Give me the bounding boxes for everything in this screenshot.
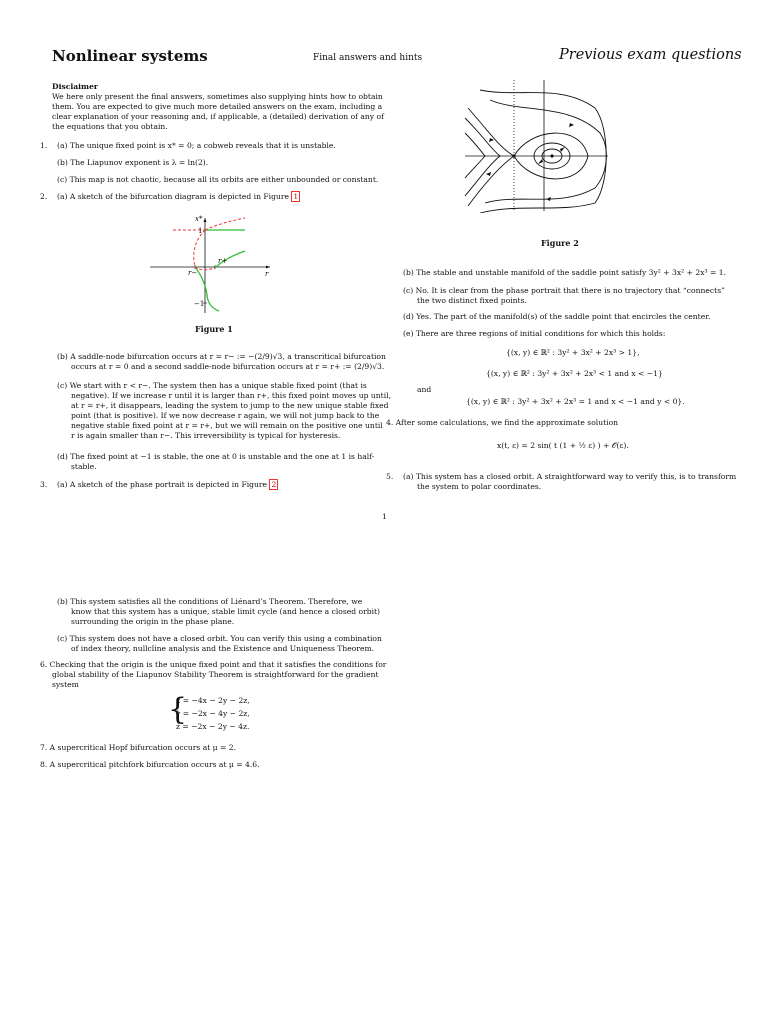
- flow-arrow: [569, 123, 574, 127]
- y-axis-arrow: [204, 218, 207, 222]
- trajectory-middle: [485, 100, 606, 203]
- answer-2c-cont: negative stable fixed point at r = r+, but we will remain on the positive one until: [71, 421, 383, 430]
- answer-5a-cont: the system to polar coordinates.: [417, 482, 542, 491]
- flow-arrow: [489, 138, 494, 142]
- answer-1b: (b) The Liapunov exponent is λ = ln(2).: [57, 158, 209, 167]
- and-text: and: [417, 385, 432, 394]
- label-minus-one: −1: [194, 300, 205, 308]
- answer-8: 8. A supercritical pitchfork bifurcation occurs at μ = 4.6.: [40, 760, 260, 769]
- saddle-point: [512, 154, 515, 157]
- approximate-solution: x(t, ε) = 2 sin( t (1 + ½ ε) ) + 𝒪(ε).: [497, 441, 629, 450]
- region-set-3: {(x, y) ∈ ℝ² : 3y² + 3x² + 2x³ = 1 and x < −1 and y < 0}.: [466, 397, 685, 406]
- answer-3e: (e) There are three regions of initial conditions for which this holds:: [403, 329, 666, 338]
- question-number: 1.: [40, 141, 48, 150]
- phase-portrait: [460, 78, 610, 213]
- label-r-minus: r−: [188, 269, 198, 277]
- answer-5c-cont: of index theory, nullcline analysis and the Existence and Uniqueness Theorem.: [71, 644, 375, 653]
- answer-2b-cont: occurs at r = 0 and a second saddle-node bifurcation occurs at r = r+ := (2/9)√3.: [71, 362, 385, 371]
- answer-4: 4. After some calculations, we find the approximate solution: [386, 418, 619, 427]
- answer-2d: (d) The fixed point at −1 is stable, the one at 0 is unstable and the one at 1 is half-: [57, 452, 375, 461]
- answer-3a: [57, 480, 278, 490]
- disclaimer-line: We here only present the final answers, sometimes also supplying hints how to obtain: [52, 92, 383, 101]
- answer-6: 6. Checking that the origin is the unique fixed point and that it satisfies the conditions for: [40, 660, 387, 669]
- disclaimer-line: them. You are expected to give much more detailed answers on the exam, including a: [52, 102, 383, 111]
- answer-2b: (b) A saddle-node bifurcation occurs at r = r− := −(2/9)√3, a transcritical bifurcation: [57, 352, 386, 361]
- gradient-system-eq-1: ẋ = −4x − 2y − 2z,: [176, 696, 250, 705]
- trajectory-left-a: [465, 118, 500, 196]
- label-r: r: [265, 270, 269, 278]
- answer-2d-cont: stable.: [71, 462, 97, 471]
- answer-5b-cont: know that this system has a unique, stable limit cycle (and hence a closed orbit): [71, 607, 381, 616]
- answer-3d: (d) Yes. The part of the manifold(s) of the saddle point that encircles the center.: [403, 312, 711, 321]
- answer-5b: (b) This system satisfies all the conditions of Liénard’s Theorem. Therefore, we: [57, 597, 363, 606]
- disclaimer-title: Disclaimer: [52, 82, 98, 91]
- answer-2c-cont: negative). If we increase r until it is larger than r+, this fixed point moves up until,: [71, 391, 392, 400]
- flow-arrow: [486, 172, 491, 176]
- page-number: 1: [382, 512, 387, 521]
- trajectory-outer: [480, 90, 606, 213]
- trajectory-left-b: [465, 133, 485, 178]
- answer-6-cont: global stability of the Liapunov Stability Theorem is straightforward for the gradient: [52, 670, 379, 679]
- trajectory-left-upper: [468, 108, 514, 156]
- bifurcation-diagram: [145, 210, 275, 315]
- disclaimer-line: the equations that you obtain.: [52, 122, 168, 131]
- answer-3c-cont: the two distinct fixed points.: [417, 296, 527, 305]
- answer-5c: (c) This system does not have a closed orbit. You can verify this using a combination: [57, 634, 382, 643]
- answer-2c-cont: at r = r+, it disappears, leading the system to jump to the new unique stable fixed: [71, 401, 389, 410]
- label-x-star: x*: [195, 215, 203, 223]
- flow-arrow: [546, 197, 551, 201]
- figure-1-caption: Figure 1: [195, 324, 233, 334]
- document-series-title: Previous exam questions: [559, 47, 742, 63]
- flow-arrow: [560, 147, 565, 152]
- x-axis-arrow: [266, 266, 270, 269]
- answer-7: 7. A supercritical Hopf bifurcation occurs at μ = 2.: [40, 743, 237, 752]
- label-r-plus: r+: [218, 257, 228, 265]
- figure-1-link[interactable]: 1: [293, 192, 299, 201]
- answer-3a-text: (a) A sketch of the phase portrait is depicted in Figure: [57, 480, 268, 489]
- document-title: Nonlinear systems: [52, 47, 208, 65]
- answer-1c: (c) This map is not chaotic, because all its orbits are either unbounded or constant.: [57, 175, 379, 184]
- label-one: 1: [198, 227, 203, 235]
- answer-2c-cont: point (that is positive). If we now decrease r again, we will not jump back to the: [71, 411, 380, 420]
- question-number: 2.: [40, 192, 48, 201]
- figure-2-link[interactable]: 2: [271, 480, 277, 489]
- disclaimer-line: clear explanation of your reasoning and, if applicable, a (detailed) derivation of any of: [52, 112, 384, 121]
- answer-3c: (c) No. It is clear from the phase portrait that there is no trajectory that “connects”: [403, 286, 725, 295]
- answer-5b-cont: surrounding the origin in the phase plane.: [71, 617, 235, 626]
- answer-6-cont: system: [52, 680, 79, 689]
- question-number: 3.: [40, 480, 48, 489]
- trajectory-left-lower: [468, 156, 514, 206]
- center-point: [550, 154, 553, 157]
- question-number: 5.: [386, 472, 394, 481]
- answer-2a-text: (a) A sketch of the bifurcation diagram is depicted in Figure: [57, 192, 289, 201]
- unstable-branch-diagonal: [205, 218, 245, 230]
- flow-arrow: [538, 159, 543, 164]
- system-brace: {: [168, 692, 188, 727]
- unstable-branch-middle: [194, 230, 215, 270]
- gradient-system-eq-2: ẏ = −2x − 4y − 2z,: [176, 709, 250, 718]
- figure-2-caption: Figure 2: [541, 238, 579, 248]
- answer-2c-cont: r is again smaller than r−. This irreversibility is typical for hysteresis.: [71, 431, 341, 440]
- answer-2a: [57, 192, 300, 202]
- region-set-2: {(x, y) ∈ ℝ² : 3y² + 3x² + 2x³ < 1 and x < −1}: [486, 369, 663, 378]
- answer-1a: (a) The unique fixed point is x* = 0; a cobweb reveals that it is unstable.: [57, 141, 336, 150]
- answer-2c: (c) We start with r < r−. The system then has a unique stable fixed point (that is: [57, 381, 367, 390]
- document-subtitle: Final answers and hints: [313, 53, 423, 63]
- gradient-system-eq-3: ż = −2x − 2y − 4z.: [176, 722, 250, 731]
- answer-3b: (b) The stable and unstable manifold of the saddle point satisfy 3y² + 3x² + 2x³ = 1.: [403, 268, 726, 277]
- answer-5a: (a) This system has a closed orbit. A straightforward way to verify this, is to transform: [403, 472, 737, 481]
- region-set-1: {(x, y) ∈ ℝ² : 3y² + 3x² + 2x³ > 1},: [506, 348, 640, 357]
